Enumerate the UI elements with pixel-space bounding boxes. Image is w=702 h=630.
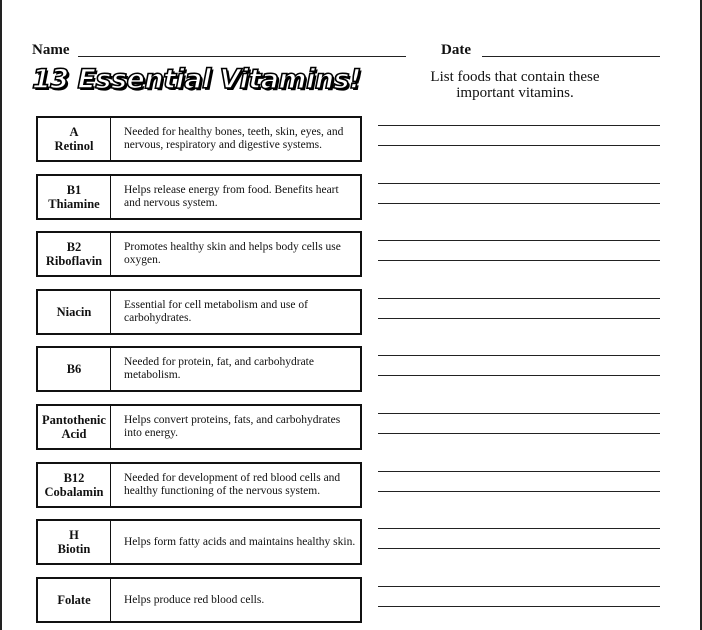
vitamin-name-line1: B12 — [63, 471, 85, 485]
vitamin-row — [36, 231, 660, 275]
vitamin-description: Needed for protein, fat, and carbohydrate metabolism. — [124, 356, 314, 381]
vitamin-name — [38, 406, 111, 448]
vitamin-row — [36, 462, 660, 506]
vitamin-row — [36, 289, 660, 333]
vitamin-row — [36, 116, 660, 160]
vitamin-name-line1: B2 — [66, 240, 82, 254]
vitamin-row — [36, 346, 660, 390]
answer-line[interactable] — [378, 586, 660, 587]
answer-line[interactable] — [378, 125, 660, 126]
answer-line[interactable] — [378, 413, 660, 414]
vitamin-name — [38, 348, 111, 390]
vitamin-description: Promotes healthy skin and helps body cells use oxygen. — [124, 241, 341, 266]
vitamin-name-line2: Cobalamin — [44, 485, 104, 499]
vitamin-description: Needed for healthy bones, teeth, skin, eyes, and nervous, respiratory and digestive systems. — [124, 126, 344, 151]
vitamin-box — [36, 116, 362, 162]
answer-line[interactable] — [378, 355, 660, 356]
vitamin-box — [36, 174, 362, 220]
vitamin-name-line1: H — [69, 528, 79, 542]
answer-line[interactable] — [378, 260, 660, 261]
worksheet-title: 13 Essential Vitamins! — [32, 64, 361, 95]
vitamin-row — [36, 404, 660, 448]
vitamin-description: Helps release energy from food. Benefits heart and nervous system. — [124, 184, 339, 209]
vitamin-name-line2: Biotin — [57, 542, 91, 556]
vitamin-box — [36, 346, 362, 392]
vitamin-description: Needed for development of red blood cells and healthy functioning of the nervous system. — [124, 472, 341, 497]
vitamin-description: Helps produce red blood cells. — [124, 593, 265, 606]
vitamin-description: Helps form fatty acids and maintains healthy skin. — [124, 535, 356, 548]
vitamin-box — [36, 289, 362, 335]
answer-line[interactable] — [378, 606, 660, 607]
vitamin-name — [38, 118, 111, 160]
vitamin-name — [38, 579, 111, 621]
vitamin-name-line2: Retinol — [54, 139, 94, 153]
vitamin-name — [38, 176, 111, 218]
date-label: Date — [441, 42, 471, 58]
vitamin-name-line1: Folate — [57, 593, 91, 607]
vitamin-box — [36, 231, 362, 277]
vitamin-box — [36, 519, 362, 565]
answer-line[interactable] — [378, 491, 660, 492]
answer-line[interactable] — [378, 548, 660, 549]
date-blank-line — [482, 56, 660, 57]
vitamin-name-line1: B1 — [66, 183, 82, 197]
vitamin-name-line1: Pantothenic — [42, 413, 106, 427]
vitamin-name-line2: Acid — [61, 427, 87, 441]
answer-line[interactable] — [378, 183, 660, 184]
vitamin-row — [36, 519, 660, 563]
vitamin-row — [36, 174, 660, 218]
vitamin-row — [36, 577, 660, 621]
vitamin-name-line1: B6 — [66, 362, 82, 376]
name-blank-line — [78, 56, 406, 57]
answer-line[interactable] — [378, 203, 660, 204]
answer-line[interactable] — [378, 298, 660, 299]
instructions-text: List foods that contain these important vitamins. — [430, 69, 600, 101]
header-row — [32, 42, 658, 62]
answer-line[interactable] — [378, 433, 660, 434]
vitamin-box — [36, 462, 362, 508]
answer-line[interactable] — [378, 528, 660, 529]
vitamin-box — [36, 577, 362, 623]
vitamin-name-line1: Niacin — [56, 305, 92, 319]
vitamin-name-line2: Riboflavin — [45, 254, 103, 268]
vitamin-box — [36, 404, 362, 450]
vitamin-name-line2: Thiamine — [48, 197, 100, 211]
vitamin-description: Helps convert proteins, fats, and carbohydrates into energy. — [124, 414, 341, 439]
vitamin-name-line1: A — [69, 125, 79, 139]
vitamin-name — [38, 291, 111, 333]
answer-line[interactable] — [378, 375, 660, 376]
vitamin-name — [38, 233, 111, 275]
answer-line[interactable] — [378, 318, 660, 319]
answer-line[interactable] — [378, 240, 660, 241]
vitamin-name — [38, 464, 111, 506]
vitamin-name — [38, 521, 111, 563]
answer-line[interactable] — [378, 145, 660, 146]
answer-line[interactable] — [378, 471, 660, 472]
vitamin-description: Essential for cell metabolism and use of carbohydrates. — [124, 299, 308, 324]
name-label: Name — [32, 42, 70, 58]
